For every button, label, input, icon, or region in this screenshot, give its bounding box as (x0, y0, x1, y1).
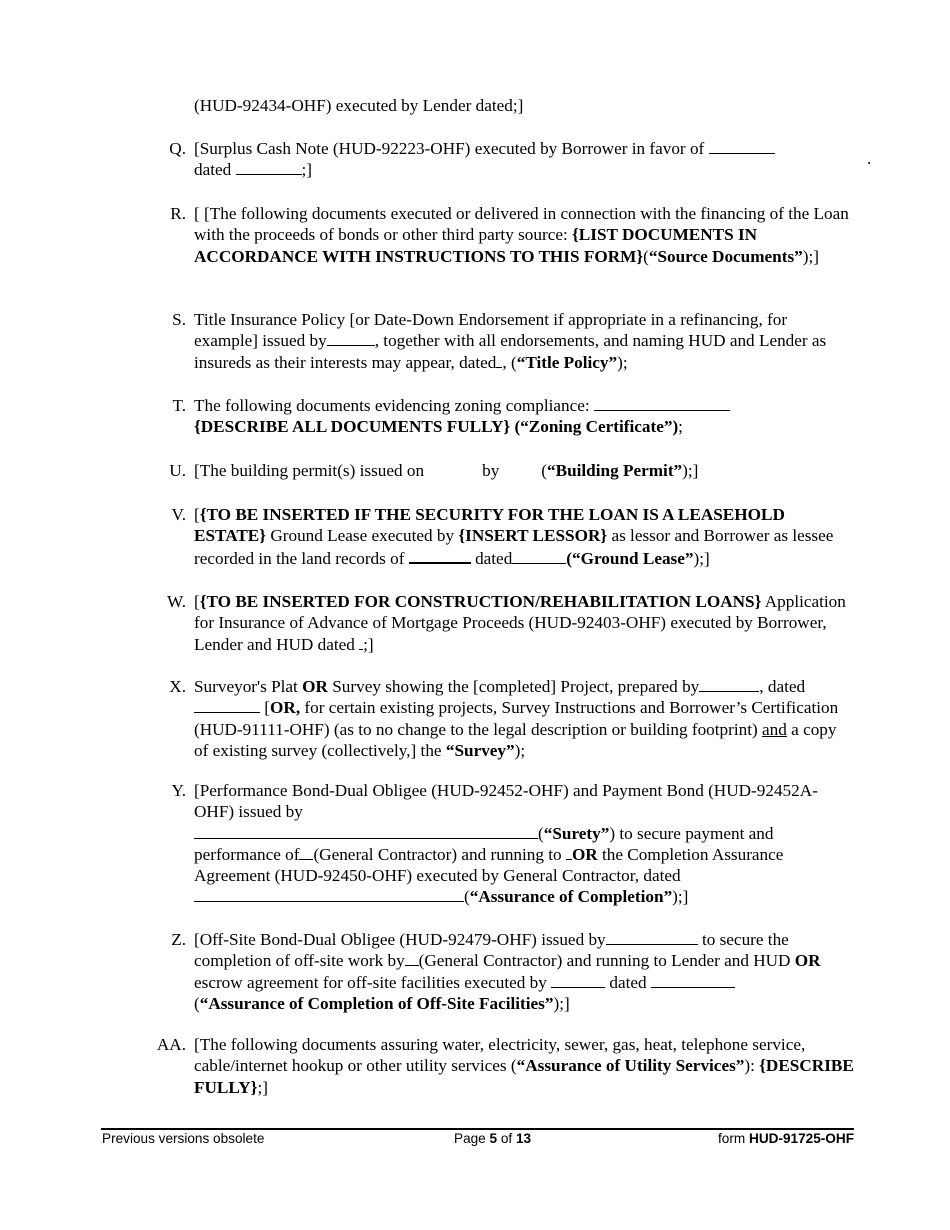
item-text: , dated (759, 677, 806, 696)
item-text: Ground Lease executed by (266, 526, 459, 546)
item-bold-text: “Assurance of Completion” (469, 887, 673, 907)
item-text: );] (802, 246, 819, 266)
item-text: dated (470, 548, 513, 568)
item-text: ( (541, 461, 548, 480)
item-bold-text: {LIST DOCUMENTS IN ACCORDANCE WITH INSTRUCTIONS TO THIS FORM} (194, 225, 758, 266)
item-text: the Completion Assurance Agreement (HUD-92450-OHF) executed by General Contractor, dated (194, 844, 784, 886)
item-bold-text: “Assurance of Utility Services” (516, 1056, 745, 1076)
blank-line (327, 330, 375, 346)
list-item-x (169, 676, 854, 761)
item-text: ( (464, 887, 470, 907)
blank-line (194, 823, 538, 839)
item-text: [The building permit(s) issued on (194, 461, 425, 480)
item-text: Application for Insurance of Advance of Mortgage Proceeds (HUD-92403-OHF) executed by Borrower, Lender and HUD dated (194, 592, 846, 654)
item-text: [Surplus Cash Note (HUD-92223-OHF) executed by Borrower in favor of (194, 139, 709, 158)
item-text: );] (682, 461, 699, 480)
item-label: T. (172, 396, 186, 415)
item-bold-text: OR (302, 677, 328, 696)
list-item-u (169, 460, 854, 481)
item-text: by (482, 461, 500, 480)
item-bold-text: {DESCRIBE FULLY} (194, 1056, 854, 1097)
item-bold-text: {DESCRIBE ALL DOCUMENTS FULLY} (“Zoning Certificate”) (194, 417, 679, 437)
list-item-t (172, 395, 854, 438)
item-text: ;] (301, 160, 313, 180)
item-text: [ [The following documents executed or delivered in connection with the financing of the Loan with the proceeds of bonds or other third party source: (194, 204, 849, 245)
footer-divider (101, 1128, 854, 1130)
blank-line (709, 138, 775, 154)
item-text: ); (617, 352, 628, 372)
blank-line (299, 844, 313, 860)
item-text: [ (260, 698, 271, 718)
item-label: Y. (171, 781, 186, 800)
item-label: R. (170, 204, 186, 223)
blank-line (194, 886, 464, 902)
blank-line (606, 929, 698, 945)
page-current: 5 (489, 1131, 498, 1146)
item-text: escrow agreement for off-site facilities executed by (194, 972, 552, 992)
blank-line (512, 548, 566, 564)
blank-line (651, 972, 735, 988)
item-label: S. (172, 310, 186, 329)
item-bold-text: {TO BE INSERTED FOR CONSTRUCTION/REHABILITATION LOANS} (199, 592, 762, 611)
list-item-w (167, 591, 854, 655)
page-of: of (497, 1131, 516, 1146)
list-item-s (172, 309, 854, 373)
item-text: [ (194, 505, 200, 524)
item-text: dated (194, 160, 236, 180)
item-text: a copy of existing survey (collectively,] the (194, 719, 837, 760)
item-label: V. (171, 505, 186, 524)
item-text: ) to secure payment and performance of (194, 823, 774, 864)
item-label: Z. (171, 930, 186, 949)
blank-line (236, 159, 302, 175)
item-text: as lessor and Borrower as lessee recorded in the land records of (194, 526, 834, 568)
blank-line (594, 395, 730, 411)
footer-page-number (454, 1131, 531, 1147)
item-text: to secure the completion of off-site work by (194, 930, 789, 971)
item-text: (General Contractor) and running to (313, 844, 566, 864)
page-total: 13 (515, 1131, 532, 1146)
item-text: [Off-Site Bond-Dual Obligee (HUD-92479-OHF) issued by (194, 930, 606, 949)
item-underlined-text: and (762, 719, 787, 739)
item-text: Title Insurance Policy [or Date-Down Endorsement if appropriate in a refinancing, for example] issued by (194, 310, 788, 351)
blank-line (699, 676, 759, 692)
item-text: dated (605, 972, 651, 992)
item-bold-text: (“Ground Lease” (566, 548, 694, 568)
list-item-y (171, 780, 854, 908)
item-bold-text: OR (794, 951, 821, 971)
item-bold-text: OR (571, 844, 598, 864)
form-prefix: form (718, 1131, 749, 1146)
item-text: ;] (257, 1077, 268, 1097)
item-bold-text: “Survey” (445, 740, 515, 760)
list-item-v (171, 504, 854, 569)
item-label: W. (167, 592, 186, 611)
item-text: );] (672, 887, 689, 907)
item-bold-text: {TO BE INSERTED IF THE SECURITY FOR THE LOAN IS A LEASEHOLD ESTATE} (194, 505, 785, 546)
item-text: [The following documents assuring water, electricity, sewer, gas, heat, telephone service, cable/internet hookup or other utility services ( (194, 1035, 806, 1076)
item-text: );] (553, 993, 570, 1013)
item-text: ; (678, 417, 683, 437)
item-label: AA. (156, 1035, 186, 1054)
item-text: );] (693, 548, 710, 568)
item-text: for certain existing projects, Survey Instructions and Borrower’s Certification (HUD-91111-OHF) (as to no change to the legal description or building footprint) (194, 698, 839, 739)
margin-mark: . (867, 149, 872, 168)
list-item-q (169, 138, 854, 181)
item-bold-text: “Building Permit” (547, 461, 683, 480)
item-text: [ (194, 592, 200, 611)
item-text: Surveyor's Plat (194, 677, 303, 696)
footer-form-id (718, 1131, 854, 1147)
continuation-line: (HUD-92434-OHF) executed by Lender dated;] (194, 96, 524, 115)
item-bold-text: “Title Policy” (516, 352, 618, 372)
list-item-z (171, 929, 854, 1014)
item-label: U. (169, 461, 186, 480)
blank-line (405, 950, 419, 966)
item-bold-text: “Surety” (543, 823, 610, 843)
footer-obsolete-note: Previous versions obsolete (102, 1131, 265, 1146)
item-text: Survey showing the [completed] Project, prepared by (327, 677, 700, 696)
blank-line (551, 972, 605, 988)
item-text: ( (194, 993, 200, 1013)
list-item-r (170, 203, 854, 267)
item-text: [Performance Bond-Dual Obligee (HUD-92452-OHF) and Payment Bond (HUD-92452A-OHF) issued by (194, 781, 818, 822)
item-text: ): (744, 1056, 760, 1076)
item-text: The following documents evidencing zoning compliance: (194, 396, 594, 415)
blank-line (409, 547, 471, 564)
item-label: Q. (169, 139, 186, 158)
item-label: X. (169, 677, 186, 696)
item-text: (General Contractor) and running to Lender and HUD (418, 951, 795, 971)
item-bold-text: OR, (270, 698, 301, 718)
item-bold-text: {INSERT LESSOR} (458, 526, 608, 546)
item-text: ;] (363, 634, 374, 654)
list-item-aa (156, 1034, 854, 1098)
item-text: ); (514, 740, 526, 760)
item-text: ( (643, 246, 649, 266)
item-bold-text: “Assurance of Completion of Off-Site Facilities” (199, 993, 554, 1013)
item-text: , ( (502, 352, 517, 372)
item-text: , together with all endorsements, and naming HUD and Lender as insureds as their interests may appear, dated (194, 331, 827, 372)
form-number: HUD-91725-OHF (749, 1131, 854, 1146)
blank-line (194, 697, 260, 713)
item-text: ( (538, 823, 544, 843)
item-bold-text: “Source Documents” (648, 246, 803, 266)
page-prefix: Page (454, 1131, 490, 1146)
